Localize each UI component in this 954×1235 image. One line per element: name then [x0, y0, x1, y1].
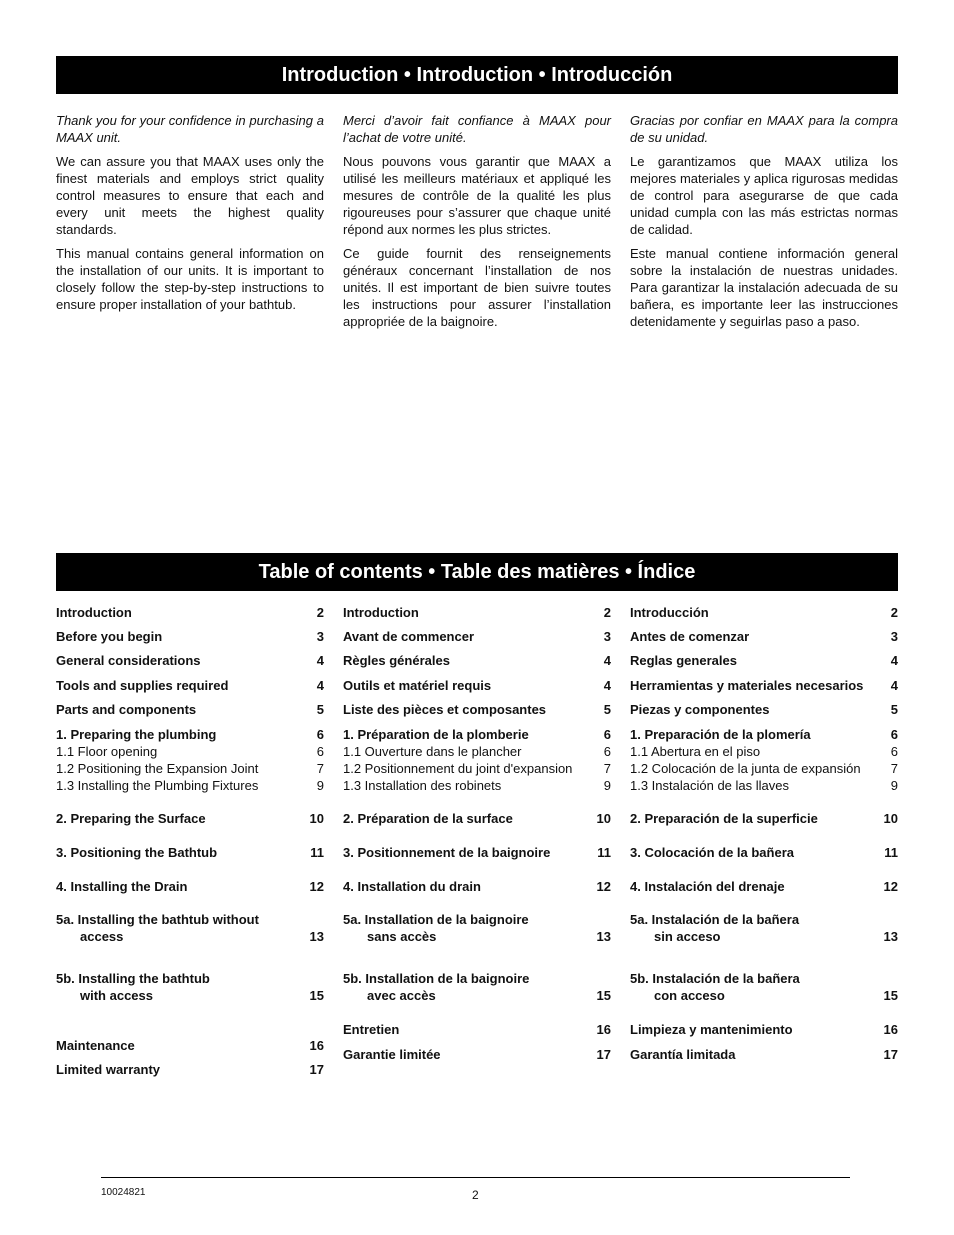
- toc-entry-page: 17: [596, 1047, 611, 1062]
- toc-entry-page: 2: [890, 605, 898, 620]
- toc-entry-title: Antes de comenzar: [630, 629, 750, 644]
- toc-entry-page: 16: [596, 1022, 611, 1037]
- toc-entry: [630, 1046, 898, 1063]
- intro-paragraph: Ce guide fournit des renseignements généraux concernant l’installation de nos unités. Il est important de bien suivre toutes les instructions pour assurer l’installation appropriée de la baignoire.: [343, 246, 611, 329]
- toc-entry-page: 9: [603, 778, 611, 793]
- toc-entry: [343, 1046, 611, 1063]
- toc-entry-title: 5b. Installing the bathtub: [56, 971, 210, 986]
- toc-entry-page: 4: [890, 653, 898, 668]
- toc-entry-title: 1.1 Abertura en el piso: [630, 744, 761, 759]
- toc-entry: [56, 726, 324, 743]
- toc-entry: [630, 844, 898, 861]
- toc-entry: [343, 677, 611, 694]
- toc-entry-title: Parts and components: [56, 702, 197, 717]
- toc-entry-page: 5: [316, 702, 324, 717]
- toc-entry-title: General considerations: [56, 653, 201, 668]
- toc-entry-page: 2: [603, 605, 611, 620]
- toc-entry-title: 2. Préparation de la surface: [343, 811, 513, 826]
- toc-entry-page: 15: [309, 988, 324, 1003]
- toc-entry-title: 1.3 Installing the Plumbing Fixtures: [56, 778, 259, 793]
- toc-entry-title: 1. Preparación de la plomería: [630, 727, 811, 742]
- toc-entry: [343, 1021, 611, 1038]
- toc-entry-title: Reglas generales: [630, 653, 737, 668]
- toc-entry-title: Limited warranty: [56, 1062, 161, 1077]
- intro-paragraph: We can assure you that MAAX uses only the finest materials and employs strict quality control measures to ensure that each and every unit meets the highest quality standards.: [56, 154, 324, 237]
- toc-entry-title: Outils et matériel requis: [343, 678, 492, 693]
- toc-entry: [343, 970, 611, 987]
- toc-entry-title: 1.1 Floor opening: [56, 744, 158, 759]
- toc-entry-title: 1.3 Installation des robinets: [343, 778, 502, 793]
- toc-entry: [630, 928, 898, 945]
- toc-column-spanish: [630, 604, 898, 1063]
- toc-entry: [343, 604, 611, 621]
- toc-entry-title: 5b. Installation de la baignoire: [343, 971, 530, 986]
- toc-entry: [630, 878, 898, 895]
- toc-entry-page: 4: [603, 653, 611, 668]
- toc-entry-page: 4: [316, 653, 324, 668]
- toc-entry-title: 3. Positionnement de la baignoire: [343, 845, 551, 860]
- toc-entry-page: 6: [316, 727, 324, 742]
- toc-entry: [343, 743, 611, 760]
- toc-entry-title: 4. Installation du drain: [343, 879, 481, 894]
- toc-entry-page: 4: [603, 678, 611, 693]
- intro-column-french: [343, 112, 611, 337]
- toc-entry-title: 1.3 Instalación de las llaves: [630, 778, 789, 793]
- toc-entry-page: 9: [316, 778, 324, 793]
- toc-entry-title: Liste des pièces et composantes: [343, 702, 547, 717]
- toc-entry: [343, 928, 611, 945]
- intro-lead: Thank you for your confidence in purchasing a MAAX unit.: [56, 113, 324, 145]
- toc-entry: [56, 743, 324, 760]
- toc-entry-title: with access: [80, 988, 153, 1003]
- toc-entry: [343, 777, 611, 794]
- toc-entry: [343, 628, 611, 645]
- toc-entry: [56, 628, 324, 645]
- intro-lead: Merci d’avoir fait confiance à MAAX pour l’achat de votre unité.: [343, 113, 611, 145]
- toc-entry-title: 4. Installing the Drain: [56, 879, 188, 894]
- intro-paragraph: Le garantizamos que MAAX utiliza los mejores materiales y aplica rigurosas medidas de control para asegurarse de que cada unidad cumpla con las más estrictas normas de calidad.: [630, 154, 898, 237]
- toc-entry-page: 10: [596, 811, 611, 826]
- toc-entry: [630, 777, 898, 794]
- toc-entry: [630, 911, 898, 928]
- toc-entry-page: 15: [596, 988, 611, 1003]
- toc-column-french: [343, 604, 611, 1063]
- toc-entry-title: Entretien: [343, 1022, 400, 1037]
- toc-entry: [630, 701, 898, 718]
- intro-column-spanish: [630, 112, 898, 337]
- toc-entry-page: 13: [883, 929, 898, 944]
- toc-entry: [56, 987, 324, 1004]
- toc-entry: [343, 726, 611, 743]
- toc-entry-page: 10: [309, 811, 324, 826]
- toc-entry-page: 12: [596, 879, 611, 894]
- toc-entry: [343, 878, 611, 895]
- toc-entry: [56, 810, 324, 827]
- toc-entry: [343, 987, 611, 1004]
- toc-entry-title: Avant de commencer: [343, 629, 475, 644]
- toc-entry-title: 4. Instalación del drenaje: [630, 879, 785, 894]
- toc-entry-page: 4: [890, 678, 898, 693]
- toc-entry-page: 7: [890, 761, 898, 776]
- toc-entry-title: Introducción: [630, 605, 709, 620]
- toc-entry: [56, 1037, 324, 1054]
- toc-entry-page: 11: [597, 845, 611, 860]
- toc-entry-title: sans accès: [367, 929, 437, 944]
- toc-entry-title: 3. Colocación de la bañera: [630, 845, 794, 860]
- toc-entry-title: 5a. Installing the bathtub without: [56, 912, 259, 927]
- toc-entry: [343, 701, 611, 718]
- toc-entry: [630, 987, 898, 1004]
- toc-entry-title: 1.2 Colocación de la junta de expansión: [630, 761, 861, 776]
- toc-entry-page: 13: [596, 929, 611, 944]
- toc-entry-title: avec accès: [367, 988, 436, 1003]
- intro-section-title: Introduction • Introduction • Introducción: [56, 56, 898, 94]
- toc-entry: [630, 760, 898, 777]
- toc-entry: [630, 743, 898, 760]
- toc-entry: [630, 726, 898, 743]
- toc-entry: [630, 604, 898, 621]
- toc-entry-page: 16: [309, 1038, 324, 1053]
- toc-entry: [56, 677, 324, 694]
- toc-entry-title: access: [80, 929, 124, 944]
- toc-entry-page: 12: [309, 879, 324, 894]
- toc-entry-page: 9: [890, 778, 898, 793]
- toc-entry: [343, 652, 611, 669]
- toc-entry-page: 6: [890, 727, 898, 742]
- toc-entry-title: 1.2 Positionnement du joint d'expansion: [343, 761, 573, 776]
- toc-entry-page: 15: [883, 988, 898, 1003]
- toc-entry-page: 3: [316, 629, 324, 644]
- intro-paragraph: Este manual contiene información general sobre la instalación de nuestras unidades. Para garantizar la instalación adecuada de su bañera, es importante leer las instrucciones detenidamente y seguirlas paso a paso.: [630, 246, 898, 329]
- toc-entry-page: 17: [883, 1047, 898, 1062]
- toc-entry-page: 6: [603, 727, 611, 742]
- intro-paragraph: This manual contains general information on the installation of our units. It is important to closely follow the step-by-step instructions to ensure proper installation of your bathtub.: [56, 246, 324, 312]
- toc-entry-title: Tools and supplies required: [56, 678, 229, 693]
- toc-entry-title: 5b. Instalación de la bañera: [630, 971, 800, 986]
- footer-divider: [101, 1177, 850, 1178]
- toc-entry-page: 6: [316, 744, 324, 759]
- toc-entry-title: Limpieza y mantenimiento: [630, 1022, 793, 1037]
- toc-entry: [343, 844, 611, 861]
- toc-entry: [56, 777, 324, 794]
- toc-entry: [343, 810, 611, 827]
- toc-entry-title: 1.2 Positioning the Expansion Joint: [56, 761, 259, 776]
- toc-entry-page: 16: [883, 1022, 898, 1037]
- toc-entry-title: 2. Preparing the Surface: [56, 811, 206, 826]
- toc-entry: [630, 970, 898, 987]
- toc-entry: [56, 970, 324, 987]
- toc-entry-page: 13: [309, 929, 324, 944]
- intro-paragraph: Nous pouvons vous garantir que MAAX a utilisé les meilleurs matériaux et appliqué les mesures de contrôle de la qualité les plus rigoureuses pour s’assurer que chaque unité répond aux normes les plus strictes.: [343, 154, 611, 237]
- toc-entry: [630, 628, 898, 645]
- toc-entry: [343, 911, 611, 928]
- toc-entry-page: 10: [883, 811, 898, 826]
- toc-entry-title: Règles générales: [343, 653, 450, 668]
- toc-entry-page: 6: [603, 744, 611, 759]
- toc-entry-title: con acceso: [654, 988, 725, 1003]
- toc-entry-title: 1. Préparation de la plomberie: [343, 727, 529, 742]
- toc-entry: [630, 652, 898, 669]
- toc-entry: [56, 1061, 324, 1078]
- toc-entry-title: Piezas y componentes: [630, 702, 770, 717]
- toc-entry-page: 3: [603, 629, 611, 644]
- toc-entry: [56, 878, 324, 895]
- toc-entry-page: 5: [603, 702, 611, 717]
- toc-column-english: [56, 604, 324, 1078]
- toc-entry: [56, 844, 324, 861]
- toc-entry-page: 2: [316, 605, 324, 620]
- toc-entry-page: 5: [890, 702, 898, 717]
- toc-section-title: Table of contents • Table des matières • Índice: [56, 553, 898, 591]
- toc-entry-title: Garantie limitée: [343, 1047, 441, 1062]
- toc-entry-page: 7: [603, 761, 611, 776]
- document-number: 10024821: [101, 1187, 146, 1198]
- toc-entry-title: Maintenance: [56, 1038, 135, 1053]
- toc-entry: [56, 701, 324, 718]
- toc-entry-title: 1. Preparing the plumbing: [56, 727, 217, 742]
- toc-entry-title: 5a. Instalación de la bañera: [630, 912, 800, 927]
- toc-entry-title: Introduction: [343, 605, 419, 620]
- toc-entry-title: 3. Positioning the Bathtub: [56, 845, 218, 860]
- toc-entry-page: 17: [309, 1062, 324, 1077]
- toc-entry: [56, 760, 324, 777]
- toc-entry: [56, 928, 324, 945]
- intro-lead: Gracias por confiar en MAAX para la compra de su unidad.: [630, 113, 898, 145]
- page-number: 2: [472, 1188, 479, 1202]
- toc-entry-page: 4: [316, 678, 324, 693]
- toc-entry-page: 6: [890, 744, 898, 759]
- toc-entry-title: 1.1 Ouverture dans le plancher: [343, 744, 522, 759]
- toc-entry-title: 5a. Installation de la baignoire: [343, 912, 529, 927]
- toc-entry-title: Herramientas y materiales necesarios: [630, 678, 864, 693]
- toc-entry-page: 11: [310, 845, 324, 860]
- toc-entry-page: 3: [890, 629, 898, 644]
- toc-entry: [56, 652, 324, 669]
- toc-entry-title: Introduction: [56, 605, 132, 620]
- toc-entry: [630, 677, 898, 694]
- toc-entry-page: 11: [884, 845, 898, 860]
- toc-entry-title: Before you begin: [56, 629, 163, 644]
- toc-entry: [343, 760, 611, 777]
- toc-entry-page: 12: [883, 879, 898, 894]
- toc-entry-title: Garantía limitada: [630, 1047, 736, 1062]
- intro-column-english: [56, 112, 324, 320]
- toc-entry: [630, 1021, 898, 1038]
- toc-entry: [630, 810, 898, 827]
- toc-entry-page: 7: [316, 761, 324, 776]
- toc-entry-title: sin acceso: [654, 929, 721, 944]
- toc-entry: [56, 604, 324, 621]
- toc-entry-title: 2. Preparación de la superficie: [630, 811, 818, 826]
- toc-entry: [56, 911, 324, 928]
